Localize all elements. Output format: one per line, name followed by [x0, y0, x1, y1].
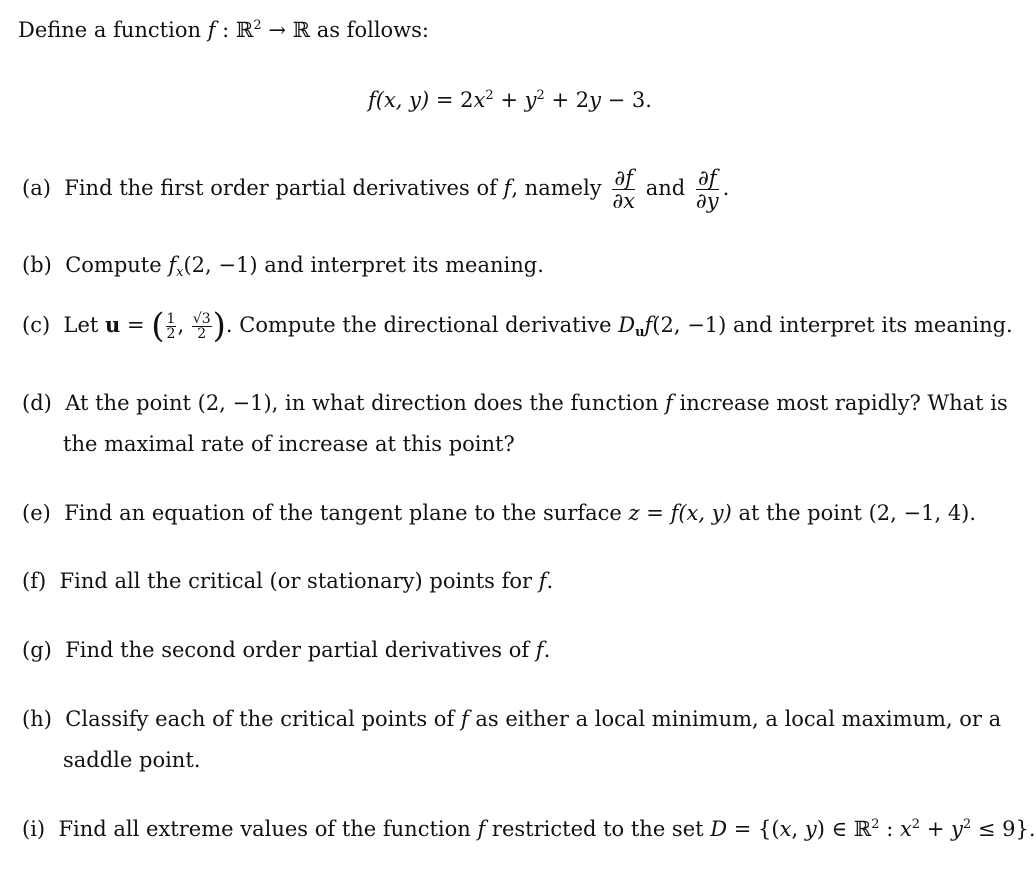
unit-vector-y: $\frac{√3}{2}$: [192, 311, 211, 342]
part-label: (g): [22, 638, 52, 662]
part-b: (b) Compute $f_x(2$, −1) and interpret its meaning.: [22, 253, 544, 280]
part-label: (a): [22, 176, 51, 200]
part-c: (c) Let u = ( $\frac{1}{2}$ , $\frac{√3}{2}$ ). Compute the directional derivative $D_uf(2$, −1) and interpret its meaning.: [22, 306, 1013, 346]
part-h-line2: saddle point.: [63, 748, 201, 772]
part-label: (e): [22, 501, 51, 525]
part-g: (g) Find the second order partial derivatives of f.: [22, 638, 551, 662]
partial-fy-fraction: $\frac{\partial f}{\partial y}$: [695, 166, 719, 213]
part-label: (d): [22, 391, 52, 415]
partial-fx-fraction: $\frac{\partial f}{\partial x}$: [612, 166, 636, 213]
part-i: (i) Find all extreme values of the function f restricted to the set D = {(x, y) ∈ ℝ$^2$ : $x^2 + y^2 \le 9$}.: [22, 817, 1036, 841]
part-label: (f): [22, 569, 47, 593]
unit-vector-x: $\frac{1}{2}$: [166, 311, 176, 342]
part-label: (h): [22, 707, 52, 731]
part-e: (e) Find an equation of the tangent plane to the surface z = f(x, y) at the point (2, −1, 4).: [22, 501, 977, 525]
part-a: (a) Find the first order partial derivatives of f, namely $\frac{\partial f}{\partial x}$ and $\frac{\partial f}{\partial y}$ .: [22, 166, 730, 213]
part-label: (c): [22, 313, 51, 337]
part-d-line1: (d) At the point (2, −1), in what direction does the function f increase most rapidly? What is: [22, 391, 1008, 415]
part-f: (f) Find all the critical (or stationary) points for f.: [22, 569, 554, 593]
function-definition: f(x, $y) = 2x^2 + y^2 + 2y - 3$.: [368, 88, 652, 112]
part-label: (i): [22, 817, 46, 841]
part-d-line2: the maximal rate of increase at this point?: [63, 432, 515, 456]
intro-line: Define a function f : ℝ$^2$ → ℝ as follows:: [18, 18, 430, 42]
part-label: (b): [22, 253, 52, 277]
part-h-line1: (h) Classify each of the critical points of f as either a local minimum, a local maximum, or a: [22, 707, 1002, 731]
